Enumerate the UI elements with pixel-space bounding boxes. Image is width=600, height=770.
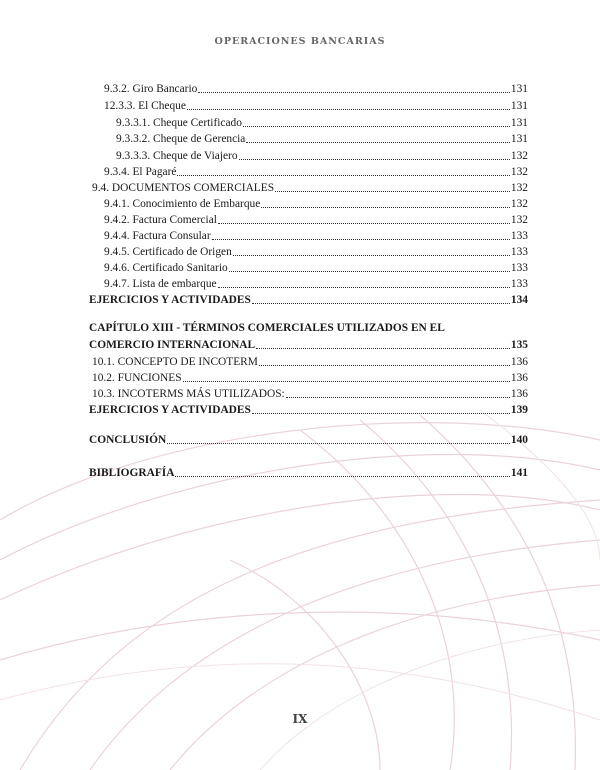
toc-entry[interactable] [104,99,528,113]
toc-entry[interactable] [104,165,528,179]
toc-entry[interactable] [104,82,528,96]
toc-entry-label: 9.4.2. Factura Comercial [104,214,217,226]
dot-leader [218,286,510,288]
toc-entry-page: 132 [510,182,528,194]
toc-entry-label: COMERCIO INTERNACIONAL [89,339,256,351]
dot-leader [175,475,509,477]
toc-entry-page: 133 [510,278,528,290]
dot-leader [239,158,510,160]
toc-entry-page: 136 [510,356,528,368]
toc-entry-label: 9.3.4. El Pagaré [104,166,177,178]
dot-leader [256,347,510,349]
toc-entry-page: 140 [510,434,528,446]
toc-entry-exercises[interactable] [89,403,528,417]
toc-entry-page: 139 [510,404,528,416]
toc-entry[interactable] [92,355,528,369]
toc-entry-page: 136 [510,372,528,384]
dot-leader [229,270,510,272]
dot-leader [252,302,510,304]
toc-entry[interactable] [104,213,528,227]
toc-entry-label: 9.4.4. Factura Consular [104,230,211,242]
toc-entry-page: 132 [510,166,528,178]
dot-leader [286,396,510,398]
toc-entry-label: 9.4.7. Lista de embarque [104,278,217,290]
toc-entry-label: 9.4.5. Certificado de Origen [104,246,232,258]
dot-leader [218,222,510,224]
toc-entry-label: 12.3.3. El Cheque [104,100,186,112]
dot-leader [233,254,510,256]
dot-leader [167,442,510,444]
toc-entry-page: 132 [510,198,528,210]
toc-entry-exercises[interactable] [89,293,528,307]
toc-entry-page: 132 [510,150,528,162]
dot-leader [252,412,510,414]
toc-entry-page: 131 [510,117,528,129]
toc-entry-label: EJERCICIOS Y ACTIVIDADES [89,404,251,416]
toc-entry[interactable] [116,116,528,130]
dot-leader [177,174,509,176]
toc-entry[interactable] [116,149,528,163]
dot-leader [183,380,510,382]
toc-entry-label: 9.3.3.3. Cheque de Viajero [116,150,238,162]
toc-entry[interactable] [92,371,528,385]
toc-entry[interactable] [104,229,528,243]
dot-leader [198,91,510,93]
dot-leader [187,108,510,110]
toc-entry-page: 133 [510,246,528,258]
toc-entry-bibliography[interactable] [89,466,528,480]
toc-entry-page: 133 [510,262,528,274]
toc-entry-label: 10.3. INCOTERMS MÁS UTILIZADOS: [92,388,285,400]
toc-entry-label: 10.1. CONCEPTO DE INCOTERM [92,356,258,368]
toc-entry-page: 134 [510,294,528,306]
toc-entry-label: CONCLUSIÓN [89,434,167,446]
dot-leader [275,190,510,192]
dot-leader [261,206,510,208]
toc-entry[interactable] [92,387,528,401]
toc-entry[interactable] [104,197,528,211]
toc-entry[interactable] [104,277,528,291]
dot-leader [259,364,510,366]
toc-entry-label: BIBLIOGRAFÍA [89,467,175,479]
toc-entry-page: 136 [510,388,528,400]
toc-entry[interactable] [104,245,528,259]
page-number: IX [292,712,308,726]
toc-entry-label: 9.3.3.2. Cheque de Gerencia [116,133,246,145]
toc-entry-label: 10.2. FUNCIONES [92,372,182,384]
dot-leader [246,141,510,143]
running-header: OPERACIONES BANCARIAS [214,36,386,47]
toc-entry-page: 135 [510,339,528,351]
toc-entry[interactable] [116,132,528,146]
toc-entry-page: 132 [510,214,528,226]
toc-entry-page: 131 [510,100,528,112]
toc-entry-label: 9.3.2. Giro Bancario [104,83,198,95]
toc-entry-label: 9.4. DOCUMENTOS COMERCIALES [92,182,275,194]
toc-entry[interactable] [92,181,528,195]
toc-entry-label: EJERCICIOS Y ACTIVIDADES [89,294,251,306]
toc-entry-page: 131 [510,133,528,145]
dot-leader [212,238,510,240]
dot-leader [243,125,510,127]
toc-entry-page: 141 [510,467,528,479]
toc-entry-conclusion[interactable] [89,433,528,447]
toc-entry-label: 9.4.6. Certificado Sanitario [104,262,228,274]
toc-entry-label: 9.4.1. Conocimiento de Embarque [104,198,261,210]
toc-entry-label: 9.3.3.1. Cheque Certificado [116,117,242,129]
toc-entry-page: 131 [510,83,528,95]
chapter-title-line2[interactable] [89,338,528,352]
toc-entry-page: 133 [510,230,528,242]
chapter-title-line1[interactable]: CAPÍTULO XIII - TÉRMINOS COMERCIALES UTILIZADOS EN EL [89,322,445,334]
toc-entry[interactable] [104,261,528,275]
